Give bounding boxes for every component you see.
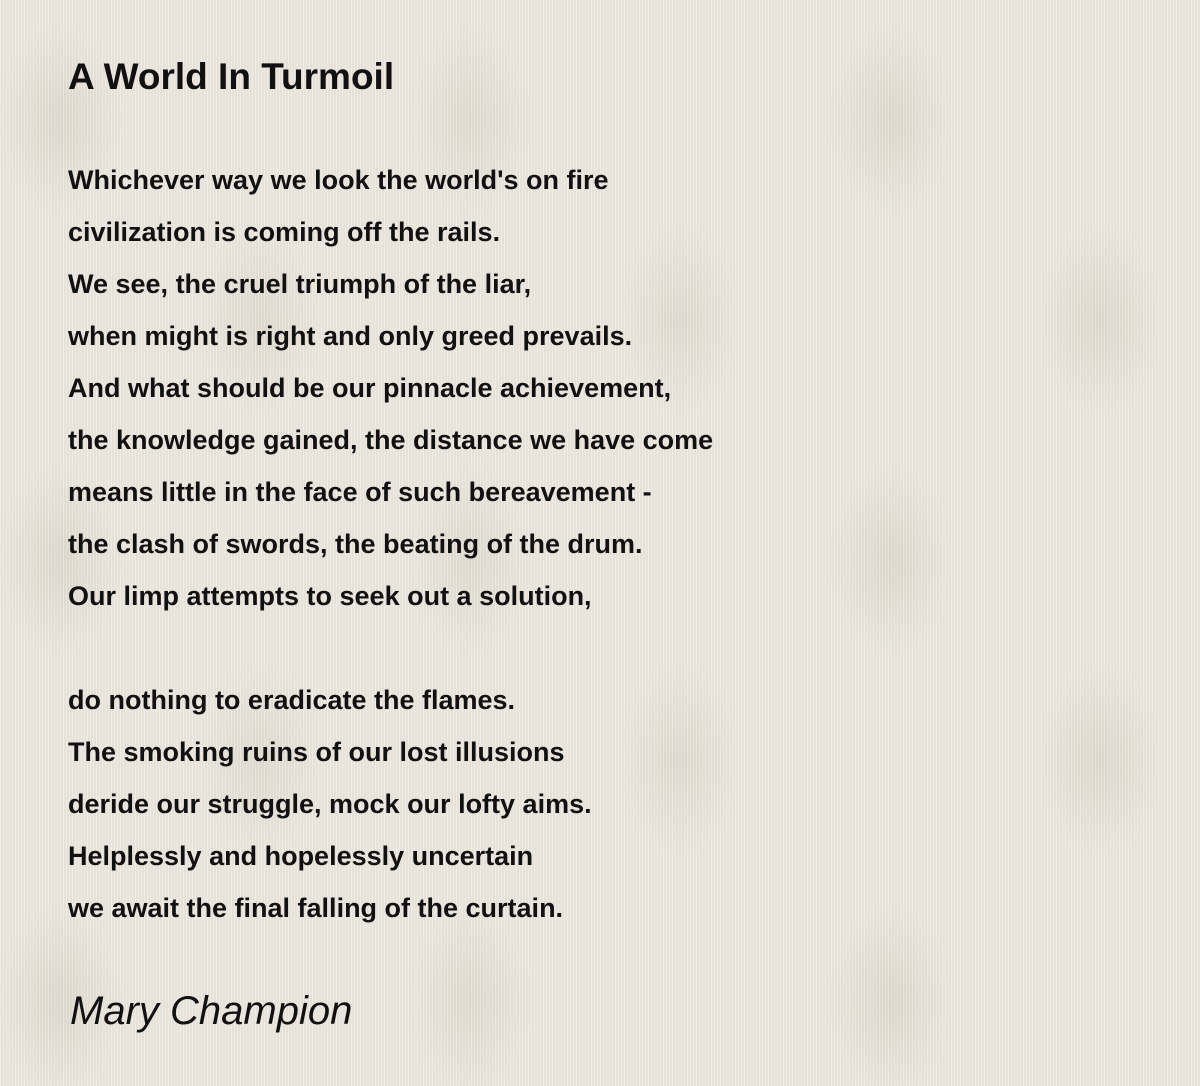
poem-line: Helplessly and hopelessly uncertain: [68, 841, 534, 871]
poem-line: We see, the cruel triumph of the liar,: [68, 269, 532, 299]
poem-line: And what should be our pinnacle achievement,: [68, 373, 672, 403]
poem-line: we await the final falling of the curtain.: [68, 893, 564, 923]
poem-author: Mary Champion: [70, 989, 353, 1033]
poem-line: means little in the face of such bereavement -: [68, 477, 652, 507]
stanza-1: [68, 154, 1128, 622]
poem-line: when might is right and only greed prevails.: [68, 321, 633, 351]
poem-line: Whichever way we look the world's on fire: [68, 165, 609, 195]
poem-line: civilization is coming off the rails.: [68, 217, 501, 247]
poem-container: [68, 52, 1128, 986]
poem-line: the clash of swords, the beating of the drum.: [68, 529, 643, 559]
poem-line: do nothing to eradicate the flames.: [68, 685, 516, 715]
poem-body: [68, 154, 1128, 934]
stanza-2: [68, 674, 1128, 934]
poem-line: The smoking ruins of our lost illusions: [68, 737, 565, 767]
poem-line: Our limp attempts to seek out a solution,: [68, 581, 592, 611]
poem-line: deride our struggle, mock our lofty aims.: [68, 789, 592, 819]
poem-title: A World In Turmoil: [68, 56, 395, 97]
poem-line: the knowledge gained, the distance we have come: [68, 425, 714, 455]
